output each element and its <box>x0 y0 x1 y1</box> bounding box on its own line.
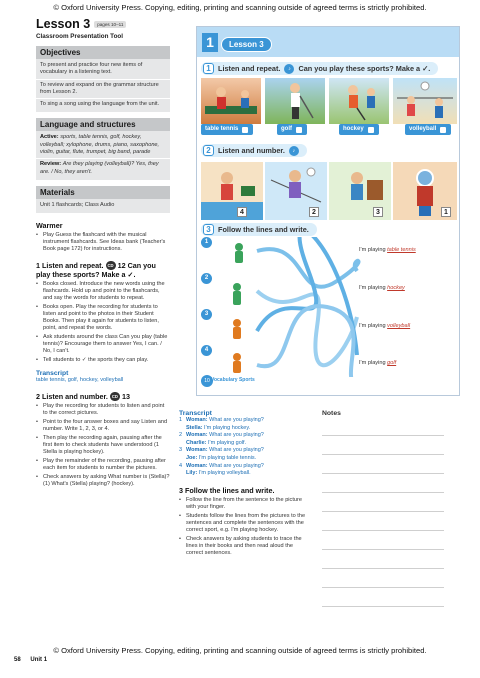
label-volleyball: volleyball <box>405 124 451 135</box>
list-item: • Check answers by asking What number is (Stella)? (1) What's (Stella) playing? (hockey). <box>36 474 170 488</box>
lesson-tag: Lesson 3 <box>221 37 272 52</box>
audio-cd-icon: CD <box>107 263 114 269</box>
page-footer <box>14 657 55 663</box>
objective-item: To present and practice four new items of vocabulary in a listening text. <box>40 62 143 76</box>
note-line <box>322 550 444 569</box>
section3-list <box>179 497 311 557</box>
activity-number: 1 <box>203 63 214 74</box>
transcript-line: Charlie: I'm playing golf. <box>186 439 247 446</box>
list-item: • Point to the four answer boxes and say Listen and number. Write 1, 2, 3, or 4. <box>36 419 170 433</box>
line-number: 3 <box>201 309 212 320</box>
student-page-number: 10 <box>201 375 213 387</box>
transcript-line: 1 Woman: What are you playing? <box>179 417 264 423</box>
list-item: • Tell students to ✓ the sports they can play. <box>36 357 170 364</box>
transcript-column <box>179 410 311 559</box>
list-item: • Books open. Play the recording for students to listen and point to the photos in their Student Books. Then play it again for students to listen, point, and repeat the words. <box>36 304 170 332</box>
materials-text: Unit 1 flashcards; Class Audio <box>40 201 115 208</box>
lesson-title-text: Lesson 3 <box>36 17 91 31</box>
section1-list <box>36 281 170 364</box>
checkbox[interactable] <box>439 126 447 134</box>
objectives-box <box>36 46 170 112</box>
unit-label: Unit 1 <box>30 657 48 663</box>
materials-box <box>36 186 170 213</box>
line-number: 4 <box>201 345 212 356</box>
warmer-list <box>36 232 170 253</box>
page-number: 58 <box>14 657 21 663</box>
illustration-1 <box>201 162 263 220</box>
activity1-question: Can you play these sports? Make a ✓. <box>298 64 431 73</box>
activity3-header <box>201 223 317 236</box>
picture-number: 2 <box>309 207 319 217</box>
section1-transcript-text: table tennis, golf, hockey, volleyball <box>36 377 124 384</box>
lesson-subtitle: Classroom Presentation Tool <box>36 33 124 40</box>
section1-heading: 1 Listen and repeat. CD 12 Can you play these sports? Make a ✓. <box>36 261 156 280</box>
objectives-heading: Objectives <box>36 46 170 59</box>
pages-badge: pages 10–11 <box>94 21 126 28</box>
label-golf: golf <box>277 124 307 135</box>
note-line <box>322 455 444 474</box>
audio-icon: ♪ <box>289 146 299 156</box>
student-book-page <box>196 26 460 396</box>
photo-hockey <box>329 78 389 124</box>
picture-number: 4 <box>237 207 247 217</box>
language-box <box>36 118 170 179</box>
vocabulary-tag: Vocabulary Sports <box>211 377 255 383</box>
review-language: Review: Are they playing (volleyball)? Yes, they are. / No, they aren't. <box>40 161 159 175</box>
transcript-line: 2 Woman: What are you playing? <box>179 432 264 439</box>
list-item: • Play Guess the flashcard with the musical instrument flashcards. See Ideas bank (Teacher's Book page 172) for instructions. <box>36 232 170 253</box>
note-line <box>322 588 444 607</box>
illustration-4 <box>393 162 457 220</box>
activity-number: 3 <box>203 224 214 235</box>
activity1-title: Listen and repeat. <box>218 64 281 73</box>
notes-column <box>322 410 444 607</box>
transcript-heading: Transcript <box>179 410 212 417</box>
audio-icon: ♪ <box>284 64 294 74</box>
objective-item: To review and expand on the grammar structure from Lesson 2. <box>40 81 159 95</box>
illustration-3 <box>329 162 391 220</box>
warmer-heading: Warmer <box>36 221 63 231</box>
language-heading: Language and structures <box>36 118 170 131</box>
label-hockey: hockey <box>339 124 379 135</box>
note-line <box>322 417 444 436</box>
list-item: • Then play the recording again, pausing after the first item to check students have understood (1 Stella is playing hockey). <box>36 435 170 456</box>
list-item: • Check answers by asking students to trace the lines in their books and then read aloud the correct sentences. <box>179 536 311 557</box>
transcript-line: Lily: I'm playing volleyball. <box>186 470 251 477</box>
list-item: • Books closed. Introduce the new words using the flashcards. Hold up and point to the flashcards, and say the words for students to repeat. <box>36 281 170 302</box>
label-table-tennis: table tennis <box>201 124 253 135</box>
sentence-4: I'm playing golf <box>359 360 397 366</box>
photo-golf <box>265 78 325 124</box>
list-item: • Play the remainder of the recording, pausing after each item for students to number the pictures. <box>36 458 170 472</box>
picture-number: 3 <box>373 207 383 217</box>
illustration-2 <box>265 162 327 220</box>
transcript-line: Stella: I'm playing hockey. <box>186 424 251 431</box>
list-item: • Play the recording for students to listen and point to the correct pictures. <box>36 403 170 417</box>
transcript-lines <box>179 417 311 478</box>
note-line <box>322 531 444 550</box>
checkbox[interactable] <box>241 126 249 134</box>
note-line <box>322 474 444 493</box>
picture-number: 1 <box>441 207 451 217</box>
sentence-3: I'm playing volleyball <box>359 323 411 329</box>
activity2-title: Listen and number. <box>218 146 285 155</box>
list-item: • Ask students around the class Can you play (table tennis)? Encourage them to answer Yes, I can. / No, I can't. <box>36 334 170 355</box>
sentence-1: I'm playing table tennis <box>359 247 416 253</box>
activity-number: 2 <box>203 145 214 156</box>
checkbox[interactable] <box>295 126 303 134</box>
materials-heading: Materials <box>36 186 170 199</box>
section1-transcript-heading: Transcript <box>36 370 69 378</box>
activity1-header <box>201 62 438 75</box>
student-page-header <box>197 27 460 57</box>
notes-heading: Notes <box>322 410 341 417</box>
photo-volleyball <box>393 78 457 124</box>
activity3-title: Follow the lines and write. <box>218 225 309 234</box>
list-item: • Follow the line from the sentence to the picture with your finger. <box>179 497 311 511</box>
section2-list <box>36 403 170 488</box>
transcript-line: Joe: I'm playing table tennis. <box>186 454 257 461</box>
transcript-line: 4 Woman: What are you playing? <box>179 462 264 469</box>
section2-heading: 2 Listen and number. CD 13 <box>36 392 130 402</box>
section3-heading: 3 Follow the lines and write. <box>179 485 275 495</box>
lesson-title <box>36 17 170 31</box>
note-line <box>322 569 444 588</box>
list-item: • Students follow the lines from the pictures to the sentences and complete the sentences with the correct sport, e.g. I'm playing hockey. <box>179 513 311 534</box>
active-language: Active: sports, table tennis, golf, hockey, volleyball; xylophone, drums, piano, saxophone, violin, guitar, flute, trumpet, big band, parade <box>40 134 160 156</box>
copyright-notice-bottom: © Oxford University Press. Copying, editing, printing and scanning outside of agreed terms is strictly prohibited. <box>53 646 427 655</box>
note-line <box>322 436 444 455</box>
transcript-line: 3 Woman: What are you playing? <box>179 447 264 454</box>
checkbox[interactable] <box>367 126 375 134</box>
note-line <box>322 493 444 512</box>
line-number: 2 <box>201 273 212 284</box>
sentence-2: I'm playing hockey <box>359 285 405 291</box>
photo-table-tennis <box>201 78 261 124</box>
objective-item: To sing a song using the language from the unit. <box>40 101 160 108</box>
line-number: 1 <box>201 237 212 248</box>
copyright-notice-top: © Oxford University Press. Copying, editing, printing and scanning outside of agreed terms is strictly prohibited. <box>53 3 427 12</box>
unit-number: 1 <box>202 33 218 52</box>
audio-cd-icon: CD <box>111 394 118 400</box>
teacher-notes-column <box>36 17 170 490</box>
activity2-header <box>201 144 307 157</box>
matching-lines <box>197 237 460 377</box>
note-line <box>322 512 444 531</box>
